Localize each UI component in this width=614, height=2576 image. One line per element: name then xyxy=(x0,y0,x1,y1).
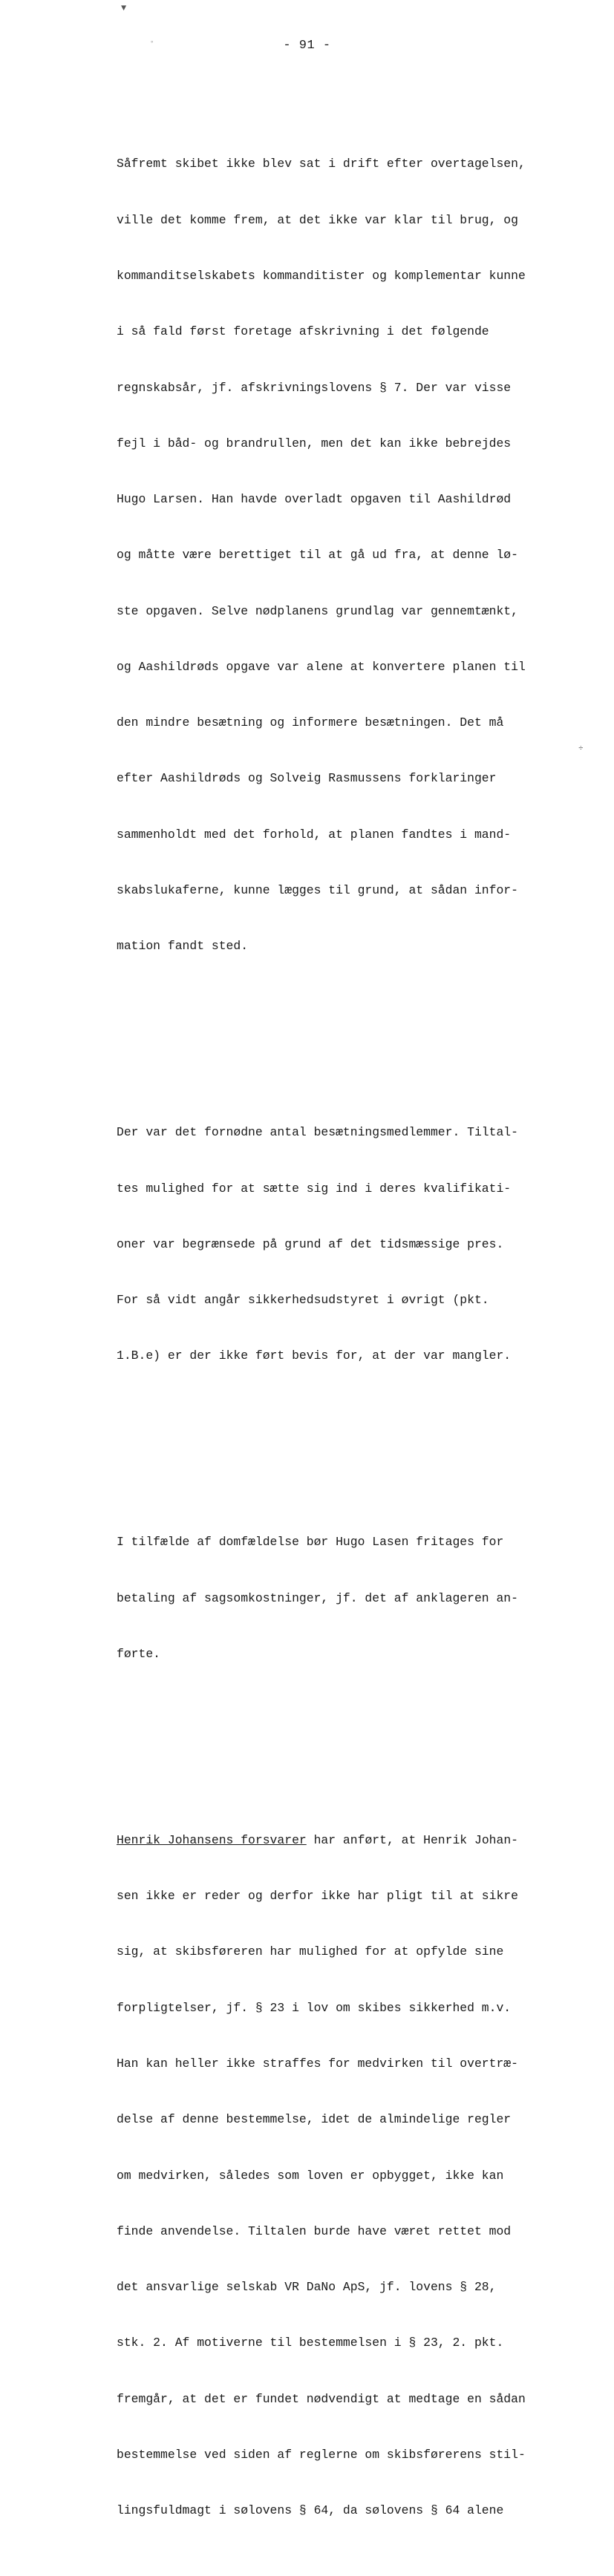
text-line: kommanditselskabets kommanditister og komplementar kunne xyxy=(117,268,526,283)
text-line: det ansvarlige selskab VR DaNo ApS, jf. lovens § 28, xyxy=(117,2280,497,2295)
underlined-heading: Henrik Johansens forsvarer xyxy=(117,1832,307,1847)
scan-mark-right: ÷ xyxy=(578,744,584,753)
text-line: ste opgaven. Selve nødplanens grundlag var gennemtænkt, xyxy=(117,603,518,618)
text-line: regnskabsår, jf. afskrivningslovens § 7. Der var visse xyxy=(117,380,512,395)
text-line-rest: har anført, at Henrik Johan- xyxy=(306,1832,518,1847)
text-line: førte. xyxy=(117,1646,161,1661)
text-line: sig, at skibsføreren har mulighed for at opfylde sine xyxy=(117,1944,504,1959)
text-line: sammenholdt med det forhold, at planen fandtes i mand- xyxy=(117,827,512,842)
text-line: 1.B.e) er der ikke ført bevis for, at der var mangler. xyxy=(117,1348,512,1363)
text-line: lingsfuldmagt i sølovens § 64, da sølovens § 64 alene xyxy=(117,2503,504,2518)
paragraph-gap xyxy=(117,1030,562,1049)
text-line: For så vidt angår sikkerhedsudstyret i øvrigt (pkt. xyxy=(117,1293,489,1308)
text-line: betaling af sagsomkostninger, jf. det af anklageren an- xyxy=(117,1590,518,1605)
paragraph-4 xyxy=(117,1794,562,2557)
text-line: Såfremt skibet ikke blev sat i drift efter overtagelsen, xyxy=(117,157,526,171)
text-line: Han kan heller ikke straffes for medvirken til overtræ- xyxy=(117,2056,518,2071)
text-line: finde anvendelse. Tiltalen burde have været rettet mod xyxy=(117,2223,512,2238)
paragraph-2 xyxy=(117,1086,562,1403)
text-line: efter Aashildrøds og Solveig Rasmussens forklaringer xyxy=(117,771,497,786)
document-body xyxy=(117,80,562,2576)
text-line: forpligtelser, jf. § 23 i lov om skibes sikkerhed m.v. xyxy=(117,2000,512,2015)
text-line: tes mulighed for at sætte sig ind i deres kvalifikati- xyxy=(117,1181,512,1196)
text-line: I tilfælde af domfældelse bør Hugo Lasen fritages for xyxy=(117,1535,504,1550)
text-line: stk. 2. Af motiverne til bestemmelsen i § 23, 2. pkt. xyxy=(117,2336,504,2350)
text-line: fremgår, at det er fundet nødvendigt at medtage en sådan xyxy=(117,2391,526,2406)
text-line: skabslukaferne, kunne lægges til grund, at sådan infor- xyxy=(117,883,518,898)
text-line: bestemmelse ved siden af reglerne om skibsførerens stil- xyxy=(117,2447,526,2462)
text-line: i så fald først foretage afskrivning i det følgende xyxy=(117,324,489,339)
paragraph-gap xyxy=(117,1440,562,1458)
paragraph-1 xyxy=(117,117,562,992)
text-line: oner var begrænsede på grund af det tidsmæssige pres. xyxy=(117,1236,504,1251)
text-line: og Aashildrøds opgave var alene at konvertere planen til xyxy=(117,659,526,674)
paragraph-gap xyxy=(117,1737,562,1756)
text-line: sen ikke er reder og derfor ikke har pligt til at sikre xyxy=(117,1889,518,1904)
text-line: ville det komme frem, at det ikke var klar til brug, og xyxy=(117,212,518,227)
text-line: om medvirken, således som loven er opbygget, ikke kan xyxy=(117,2168,504,2183)
text-line: Der var det fornødne antal besætningsmedlemmer. Tiltal- xyxy=(117,1125,518,1140)
text-line: delse af denne bestemmelse, idet de almindelige regler xyxy=(117,2112,512,2127)
scan-mark-top: ▼ xyxy=(121,3,127,13)
text-line: den mindre besætning og informere besætningen. Det må xyxy=(117,715,504,730)
text-line: mation fandt sted. xyxy=(117,939,249,954)
text-line: Hugo Larsen. Han havde overladt opgaven til Aashildrød xyxy=(117,492,512,507)
text-line: og måtte være berettiget til at gå ud fra, at denne lø- xyxy=(117,548,518,563)
text-line: fejl i båd- og brandrullen, men det kan ikke bebrejdes xyxy=(117,436,512,450)
page-number: - 91 - xyxy=(283,39,331,53)
paragraph-3 xyxy=(117,1495,562,1700)
scan-mark-dot: ° xyxy=(150,40,154,47)
text-line-first xyxy=(117,1831,562,1849)
